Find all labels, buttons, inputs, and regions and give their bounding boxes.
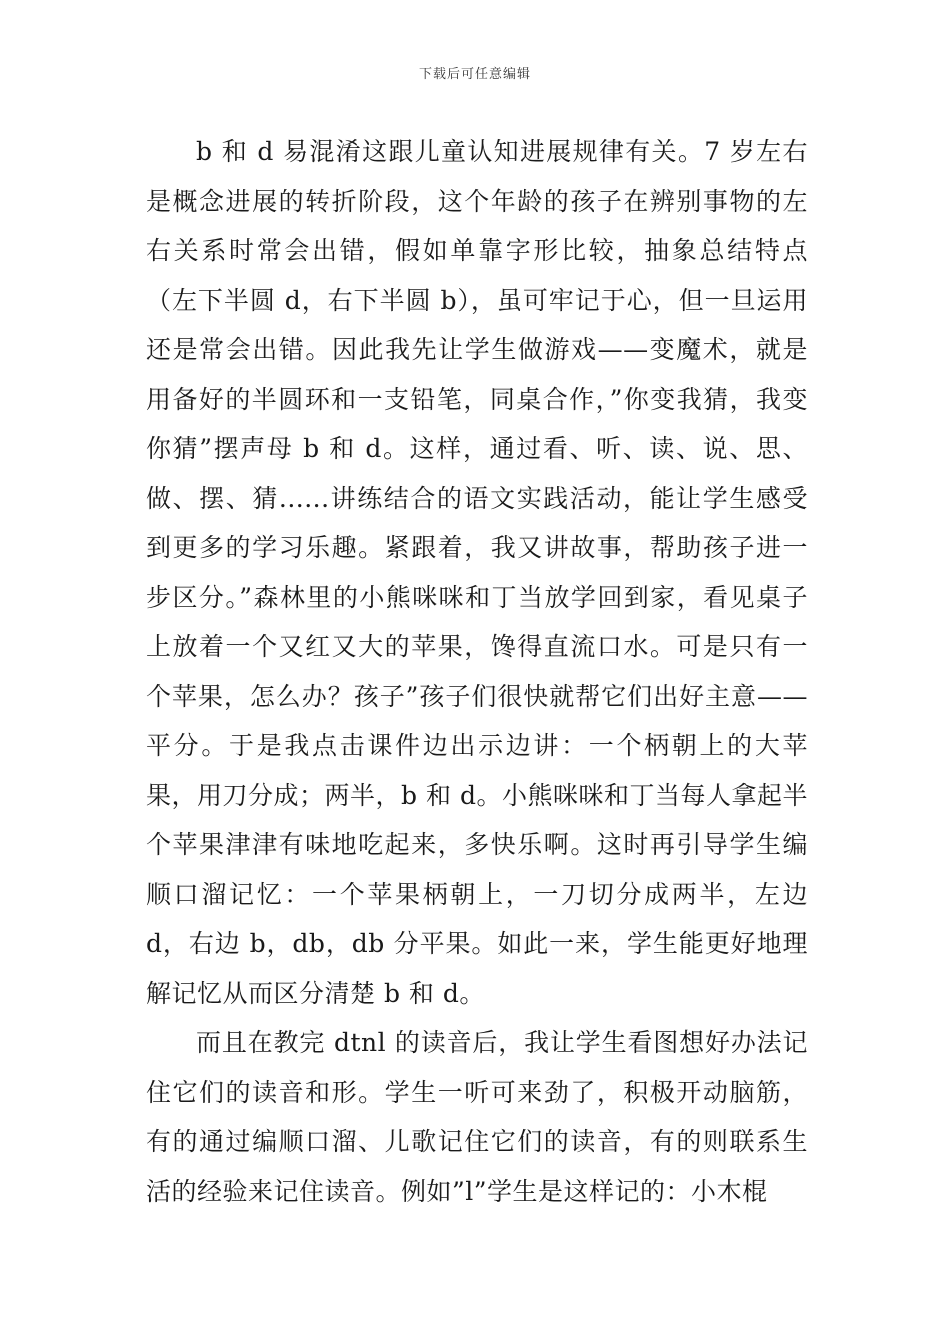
paragraph-dtnl-pronunciation: 而且在教完 dtnl 的读音后，我让学生看图想好办法记住它们的读音和形。学生一听可来劲了，积极开动脑筋，有的通过编顺口溜、儿歌记住它们的读音，有的则联系生活的经验来记住读音。例如”l”学生是这样记的：小木棍 <box>146 1028 808 1206</box>
page-header: 下载后可任意编辑 <box>418 67 531 82</box>
document-body <box>146 127 808 1216</box>
paragraph-b-d-distinction: b 和 d 易混淆这跟儿童认知进展规律有关。7 岁左右是概念进展的转折阶段，这个年龄的孩子在辨别事物的左右关系时常会出错，假如单靠字形比较，抽象总结特点（左下半圆 d，右下半圆 b），虽可牢记于心，但一旦运用还是常会出错。因此我先让学生做游戏——变魔术，就是用备好的半圆环和一支铅笔，同桌合作，”你变我猜，我变你猜”摆声母 b 和 d。这样，通过看、听、读、说、思、做、摆、猜......讲练结合的语文实践活动，能让学生感受到更多的学习乐趣。紧跟着，我又讲故事，帮助孩子进一步区分。”森林里的小熊咪咪和丁当放学回到家，看见桌子上放着一个又红又大的苹果，馋得直流口水。可是只有一个苹果，怎么办？孩子”孩子们很快就帮它们出好主意——平分。于是我点击课件边出示边讲：一个柄朝上的大苹果，用刀分成；两半，b 和 d。小熊咪咪和丁当每人拿起半个苹果津津有味地吃起来，多快乐啊。这时再引导学生编顺口溜记忆：一个苹果柄朝上，一刀切分成两半，左边 d，右边 b，db，db 分平果。如此一来，学生能更好地理解记忆从而区分清楚 b 和 d。 <box>146 137 808 1008</box>
